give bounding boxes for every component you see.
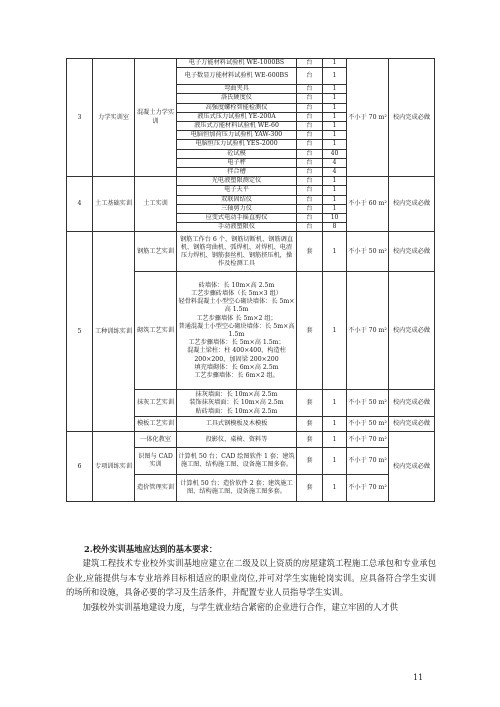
training-room: 力学实训室 xyxy=(93,59,135,177)
unit: 台 xyxy=(297,103,323,112)
unit: 台 xyxy=(297,59,323,68)
quantity: 1 xyxy=(323,186,347,195)
equipment-name: 电子秤 xyxy=(177,158,297,167)
quantity: 1 xyxy=(323,140,347,149)
note: 校内完成必做 xyxy=(389,59,435,177)
unit: 台 xyxy=(297,149,323,158)
quantity: 1 xyxy=(323,131,347,140)
body-text xyxy=(66,542,436,614)
training-project: 模板工艺实训 xyxy=(135,417,177,432)
quantity: 1 xyxy=(323,59,347,68)
training-project: 一体化教室 xyxy=(135,432,177,448)
equipment-name: 投影仪、桌椅、资料等 xyxy=(177,432,297,448)
area: 不小于 70 m² xyxy=(347,272,389,390)
unit: 台 xyxy=(297,195,323,204)
equipment-name: 洛氏硬度仪 xyxy=(177,94,297,103)
equipment-name: 液压式万能材料试验机 WE-60 xyxy=(177,122,297,131)
quantity: 1 xyxy=(323,417,347,432)
unit: 套 xyxy=(297,432,323,448)
training-project: 混凝土力学实训 xyxy=(135,59,177,177)
note: 校内完成必做 xyxy=(389,232,435,272)
quantity: 1 xyxy=(323,204,347,213)
table-row xyxy=(67,177,435,186)
quantity: 1 xyxy=(323,432,347,448)
quantity: 1 xyxy=(323,195,347,204)
training-room: 工种训练实训 xyxy=(93,232,135,432)
unit: 套 xyxy=(297,272,323,390)
training-project: 抹灰工艺实训 xyxy=(135,390,177,417)
unit: 台 xyxy=(297,204,323,213)
equipment-name: 电子天平 xyxy=(177,186,297,195)
table-row xyxy=(67,432,435,448)
unit: 台 xyxy=(297,158,323,167)
row-number: 4 xyxy=(67,177,93,232)
unit: 台 xyxy=(297,68,323,85)
quantity: 1 xyxy=(323,112,347,121)
training-project: 砌筑工艺实训 xyxy=(135,272,177,390)
section-heading: 2.校外实训基地应达到的基本要求： xyxy=(84,544,218,554)
paragraph: 建筑工程技术专业校外实训基地应建立在二级及以上资质的房屋建筑工程施工总承包和专业承包企业,应能提供与本专业培养目标相适应的职业岗位,并可对学生实施轮岗实训。应具备符合学生实训的场所和设施，具备必要的学习及生活条件，并配置专业人员指导学生实训。 xyxy=(66,558,436,598)
equipment-name: 三轴剪力仪 xyxy=(177,204,297,213)
area: 不小于 50 m² xyxy=(347,390,389,417)
equipment-name: 计算机 50 台；造价软件 2 套；建筑施工图、结构施工图、设备施工图多套。 xyxy=(177,475,297,502)
equipment-name: 液压式压力试验机 YE-200A xyxy=(177,112,297,121)
unit: 台 xyxy=(297,131,323,140)
training-room: 土工基础实训 xyxy=(93,177,135,232)
unit: 套 xyxy=(297,417,323,432)
note: 校内完成必做 xyxy=(389,432,435,502)
equipment-name: 电子万能材料试验机 WE-1000BS xyxy=(177,59,297,68)
quantity: 1 xyxy=(323,272,347,390)
table-row xyxy=(67,232,435,272)
note: 校内完成必做 xyxy=(389,390,435,417)
unit: 台 xyxy=(297,168,323,177)
unit: 台 xyxy=(297,223,323,232)
row-number: 6 xyxy=(67,432,93,502)
equipment-name: 拌合槽 xyxy=(177,168,297,177)
quantity: 1 xyxy=(323,94,347,103)
equipment-name: 电子数显万能材料试验机 WE-600BS xyxy=(177,68,297,85)
paragraph: 加强校外实训基地建设力度，与学生就业结合紧密的企业进行合作，建立牢固的人才供 xyxy=(82,601,398,612)
equipment-name: 抹灰墙面：长 10m×高 2.5m 装饰抹灰墙面：长 10m×高 2.5m 贴砖墙面：长 10m×高 2.5m xyxy=(177,390,297,417)
equipment-name: 双联固结仪 xyxy=(177,195,297,204)
equipment-name: 光电液塑限测定仪 xyxy=(177,177,297,186)
unit: 套 xyxy=(297,475,323,502)
area: 不小于 50 m² xyxy=(347,417,389,432)
row-number: 5 xyxy=(67,232,93,432)
unit: 台 xyxy=(297,122,323,131)
quantity: 8 xyxy=(323,223,347,232)
quantity: 1 xyxy=(323,85,347,94)
quantity: 40 xyxy=(323,149,347,158)
equipment-name: 砖墙体：长 10m×高 2.5m 工艺步骤砖墙体（长 5m×3 组） 轻骨料混凝土小型空心砌块墙体：长 5m×高 1.5m 工艺步骤墙体 长 5m×2 组； 普通混凝土小型空心砌块墙体：长 5m×高 1.5m 工艺步骤墙体：长 5m×高 1.5m； 混凝土梁柱：柱 400×400，构造柱 200×200、加固梁 200×200 填充墙砌体：长 6m×高 2.5m 工艺步骤墙体：长 6m×2 组。 xyxy=(177,272,297,390)
unit: 套 xyxy=(297,390,323,417)
equipment-name: 手动液塑限仪 xyxy=(177,223,297,232)
unit: 台 xyxy=(297,186,323,195)
quantity: 1 xyxy=(323,103,347,112)
quantity: 4 xyxy=(323,158,347,167)
unit: 台 xyxy=(297,140,323,149)
equipment-name: 电脑恒压力试验机 YES-2000 xyxy=(177,140,297,149)
training-project: 钢筋工艺实训 xyxy=(135,232,177,272)
unit: 套 xyxy=(297,232,323,272)
row-number: 3 xyxy=(67,59,93,177)
area: 不小于 60 m² xyxy=(347,177,389,232)
note: 校内完成必做 xyxy=(389,417,435,432)
table-row xyxy=(67,59,435,68)
note: 校内完成必做 xyxy=(389,177,435,232)
unit: 台 xyxy=(297,112,323,121)
page-number: 11 xyxy=(413,673,424,682)
equipment-name: 工具式钢模板及木模板 xyxy=(177,417,297,432)
unit: 套 xyxy=(297,448,323,475)
training-room: 专项训练实训 xyxy=(93,432,135,502)
unit: 台 xyxy=(297,85,323,94)
area: 不小于 70 m² xyxy=(347,59,389,177)
equipment-name: 钢筋工作台 6 个、钢筋切断机、钢筋调直机、钢筋弯曲机、弧焊机、对焊机、电渣压力焊机、钢筋套丝机、钢筋挤压机，操作及检测工具 xyxy=(177,232,297,272)
equipment-name: 弯曲夹具 xyxy=(177,85,297,94)
quantity: 1 xyxy=(323,232,347,272)
quantity: 1 xyxy=(323,475,347,502)
training-project: 造价管理实训 xyxy=(135,475,177,502)
quantity: 1 xyxy=(323,122,347,131)
quantity: 1 xyxy=(323,390,347,417)
equipment-name: 应变式电动手摇直剪仪 xyxy=(177,214,297,223)
equipment-name: 计算机 50 台；CAD 绘图软件 1 套；建筑施工图、结构施工图、设备施工图多套。 xyxy=(177,448,297,475)
area: 不小于 70 m² xyxy=(347,448,389,475)
training-equipment-table xyxy=(66,58,435,502)
equipment-name: 电脑恒加荷压力试验机 YAW-300 xyxy=(177,131,297,140)
equipment-name: 砼试模 xyxy=(177,149,297,158)
area: 不小于 70 m² xyxy=(347,475,389,502)
equipment-name: 高强度螺栓智能检测仪 xyxy=(177,103,297,112)
quantity: 1 xyxy=(323,68,347,85)
unit: 台 xyxy=(297,214,323,223)
unit: 台 xyxy=(297,177,323,186)
note: 校内完成必做 xyxy=(389,272,435,390)
training-project: 识图与 CAD 实训 xyxy=(135,448,177,475)
training-project: 土工实训 xyxy=(135,177,177,232)
unit: 台 xyxy=(297,94,323,103)
quantity: 10 xyxy=(323,214,347,223)
area: 不小于 70 m² xyxy=(347,432,389,448)
quantity: 1 xyxy=(323,177,347,186)
quantity: 4 xyxy=(323,168,347,177)
quantity: 1 xyxy=(323,448,347,475)
area: 不小于 50 m² xyxy=(347,232,389,272)
